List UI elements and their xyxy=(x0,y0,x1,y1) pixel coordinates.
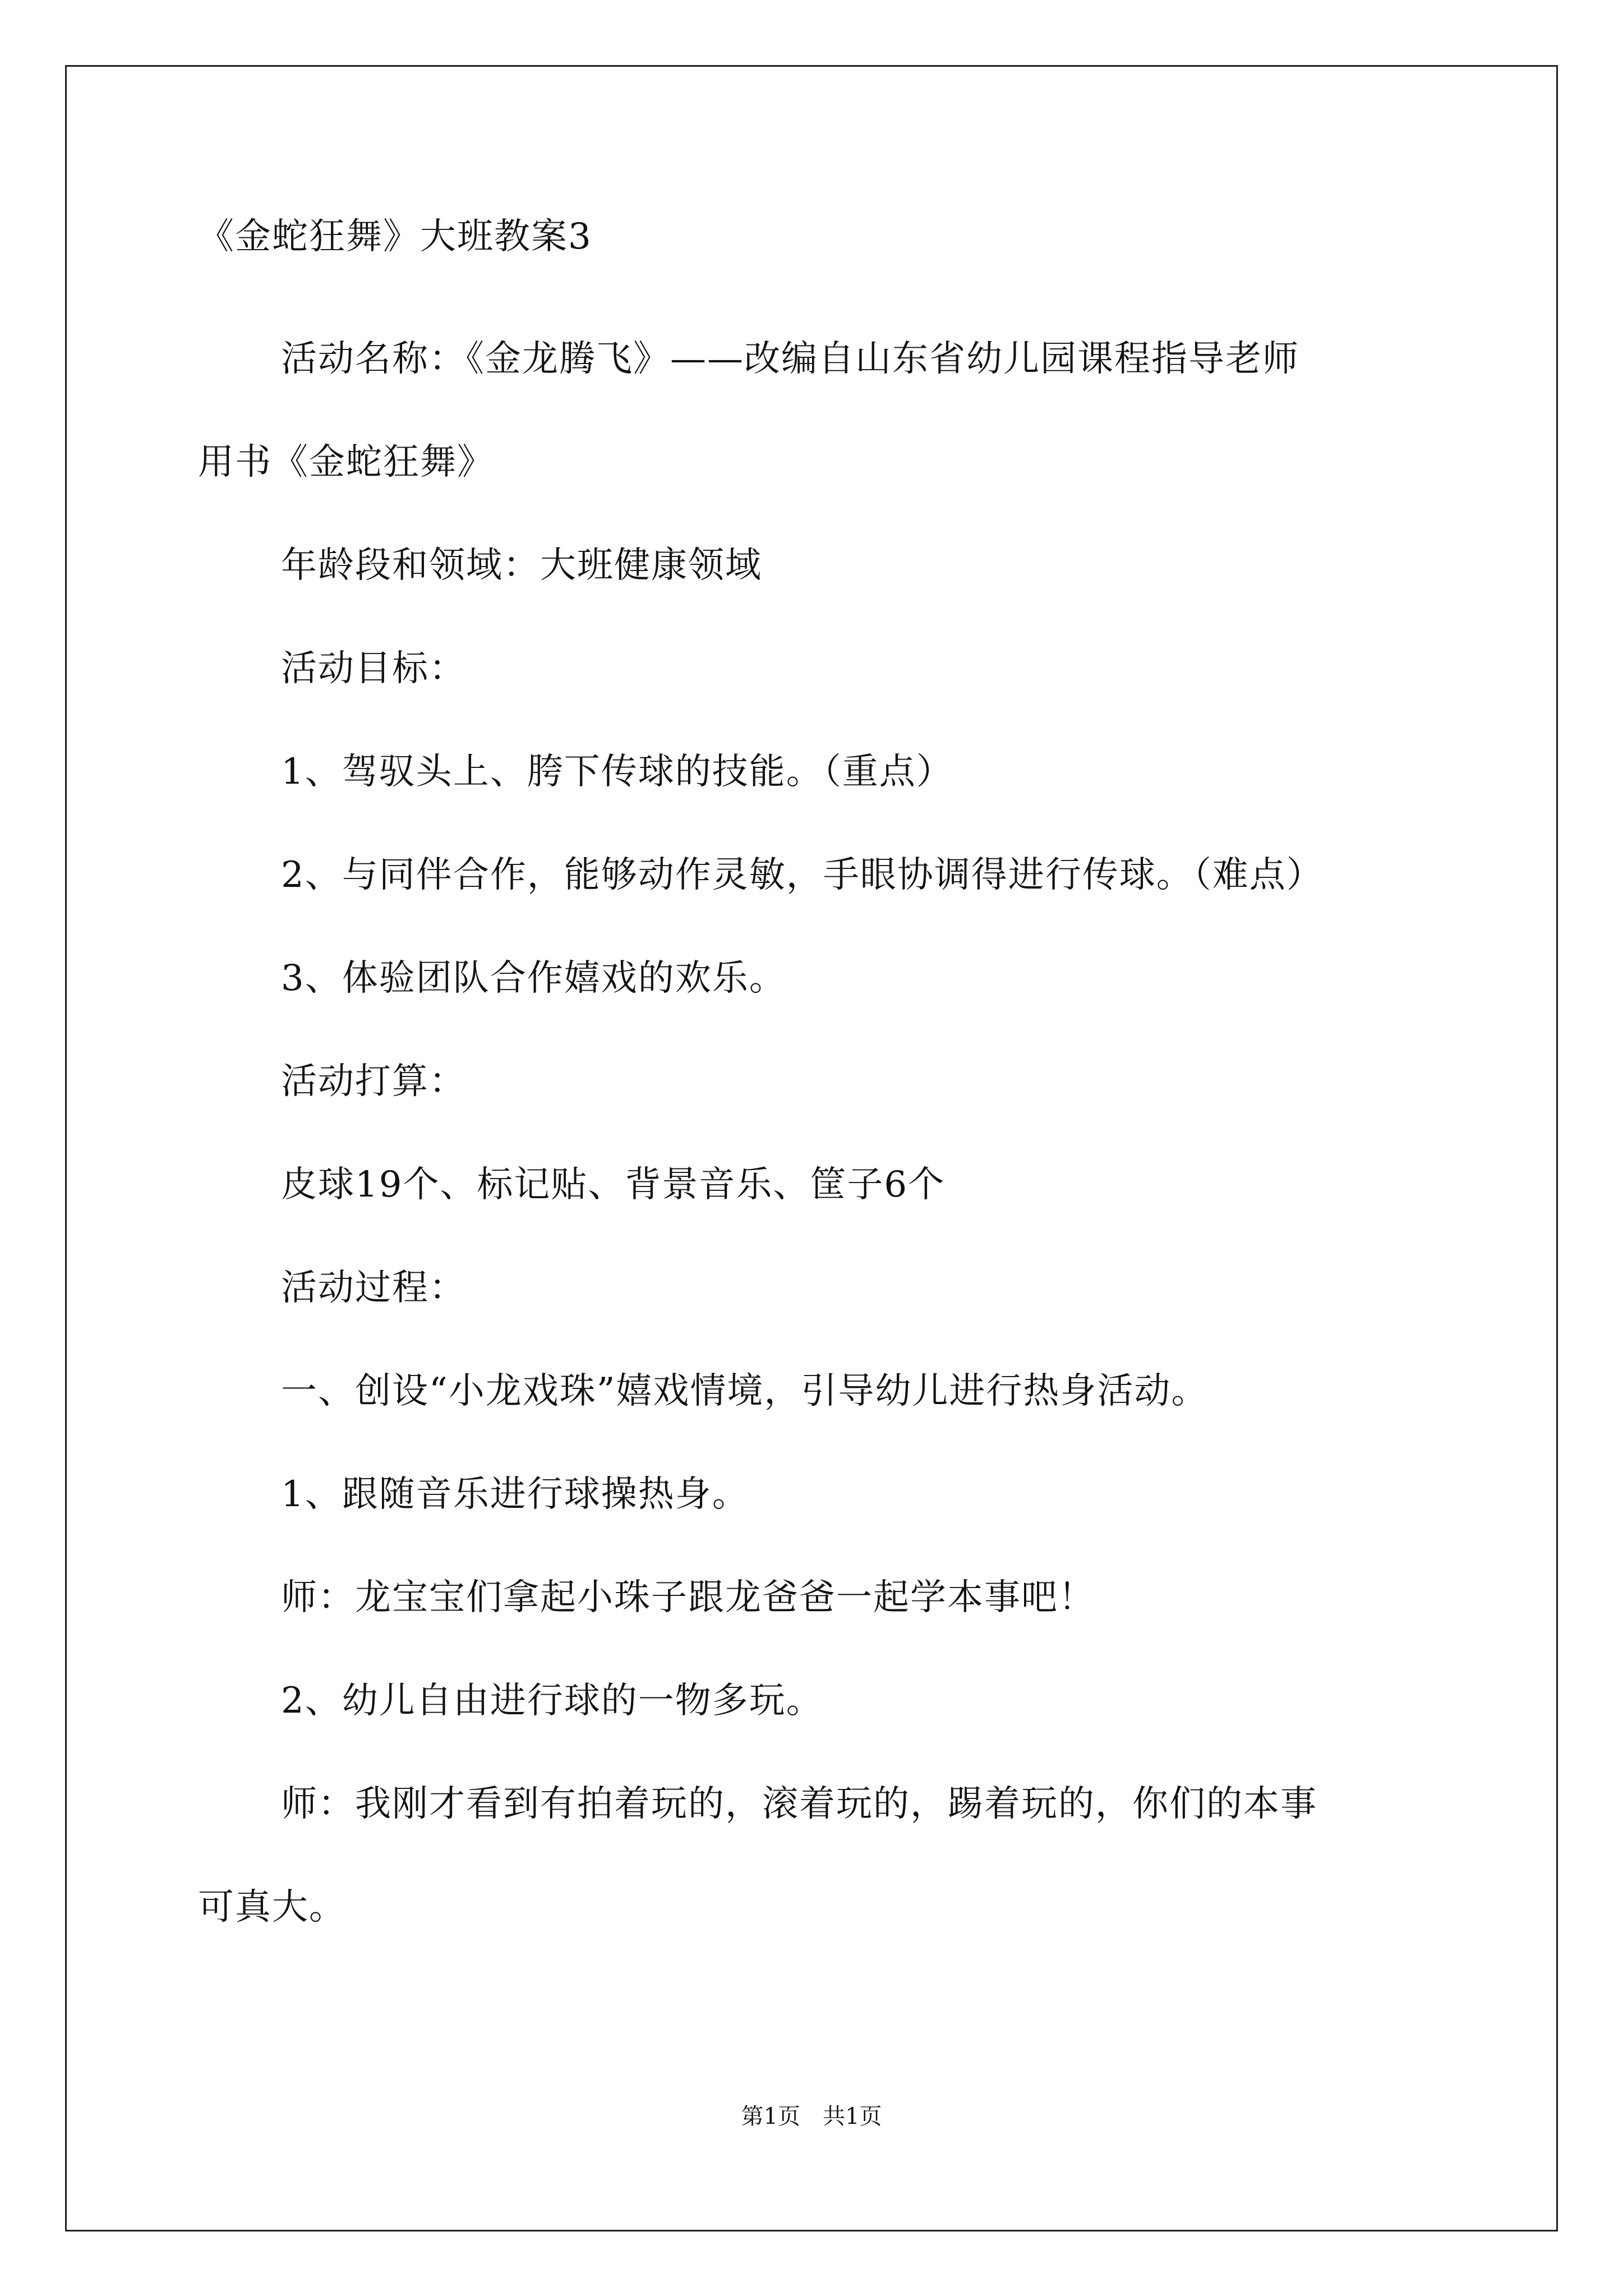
paragraph-goal-3: 3、体验团队合作嬉戏的欢乐。 xyxy=(281,958,786,999)
paragraph-activity-name: 活动名称：《金龙腾飞》——改编自山东省幼儿园课程指导老师 xyxy=(281,338,1299,380)
paragraph-step-1-1: 1、跟随音乐进行球操热身。 xyxy=(281,1474,749,1515)
paragraph-teacher-line-1: 师：龙宝宝们拿起小珠子跟龙爸爸一起学本事吧！ xyxy=(281,1577,1095,1618)
document-title: 《金蛇狂舞》大班教案3 xyxy=(198,216,592,257)
paragraph-prep-heading: 活动打算： xyxy=(281,1061,466,1102)
paragraph-goals-heading: 活动目标： xyxy=(281,648,466,689)
paragraph-materials: 皮球19个、标记贴、背景音乐、筐子6个 xyxy=(281,1164,946,1205)
paragraph-age-domain: 年龄段和领域：大班健康领域 xyxy=(281,545,762,586)
paragraph-goal-2: 2、与同伴合作，能够动作灵敏，手眼协调得进行传球。（难点） xyxy=(281,854,1324,896)
paragraph-teacher-line-2-cont: 可真大。 xyxy=(198,1887,346,1928)
paragraph-step-1-2: 2、幼儿自由进行球的一物多玩。 xyxy=(281,1680,823,1722)
paragraph-activity-name-cont: 用书《金蛇狂舞》 xyxy=(198,441,494,483)
paragraph-goal-1: 1、驾驭头上、胯下传球的技能。（重点） xyxy=(281,751,953,793)
paragraph-teacher-line-2: 师：我刚才看到有拍着玩的，滚着玩的，踢着玩的，你们的本事 xyxy=(281,1783,1317,1825)
paragraph-step-1: 一、创设“小龙戏珠”嬉戏情境，引导幼儿进行热身活动。 xyxy=(281,1370,1209,1412)
paragraph-process-heading: 活动过程： xyxy=(281,1267,466,1309)
page-footer: 第1页 共1页 xyxy=(741,2104,882,2129)
